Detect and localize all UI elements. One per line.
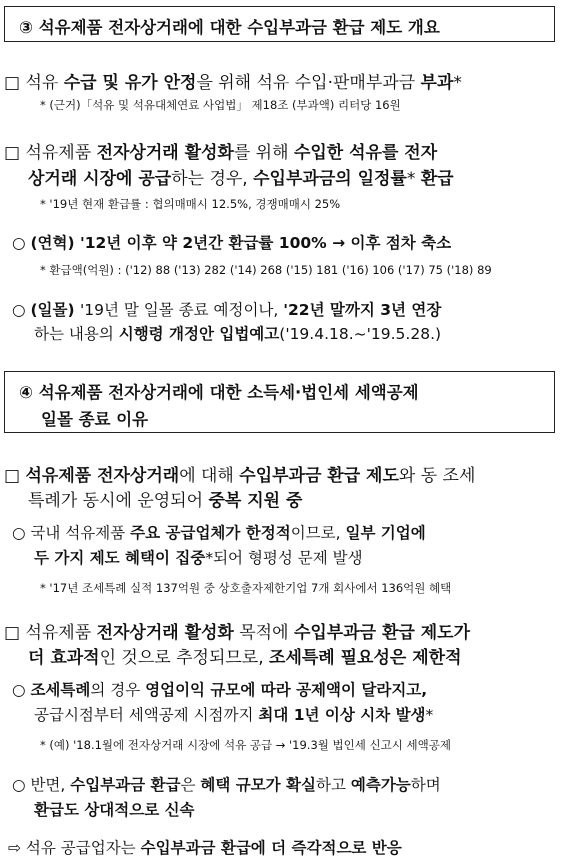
text-segment: 이므로, xyxy=(290,524,346,542)
text-segment: 하는 내용의 xyxy=(34,325,119,343)
sec3-line-5 xyxy=(12,231,451,253)
text-segment: 부과 xyxy=(420,73,454,93)
text-segment: 은 xyxy=(180,776,201,794)
text-segment: ('19.4.18.~'19.5.28.) xyxy=(279,325,442,343)
text-segment: ○ 반면, xyxy=(12,776,71,794)
text-segment: 하며 xyxy=(410,776,441,794)
text-segment: 공급시점부터 세액공제 시점까지 xyxy=(34,706,259,724)
text-segment: 을 위해 석유 수입·판매부과금 xyxy=(196,73,421,93)
sec4-conclusion xyxy=(8,836,402,858)
text-segment: 전자상거래 활성화 xyxy=(96,143,234,163)
text-segment: 특례가 동시에 운영되어 xyxy=(28,491,209,511)
text-segment: 최대 1년 이상 시차 발생 xyxy=(258,706,426,724)
text-segment: 영업이익 규모에 따라 공제액이 달라지고, xyxy=(145,681,428,699)
section-3-title: ③ 석유제품 전자상거래에 대한 수입부과금 환급 제도 개요 xyxy=(19,18,440,37)
sec3-line-2 xyxy=(4,138,437,163)
sec4-note-4: * '17년 조세특례 실적 137억원 중 상호출자제한기업 7개 회사에서 136억원 혜택 xyxy=(40,581,452,595)
text-segment: * xyxy=(453,73,462,93)
sec4-line-11 xyxy=(34,798,195,820)
section-4-title-line1: ④ 석유제품 전자상거래에 대한 소득세·법인세 세액공제 xyxy=(19,383,419,402)
text-segment: 석유제품 전자상거래 xyxy=(25,466,180,486)
text-segment: ○ xyxy=(12,301,31,319)
text-segment: 상거래 시장에 공급 xyxy=(28,169,172,189)
sec4-line-2 xyxy=(12,521,426,543)
text-segment: * xyxy=(425,706,434,724)
section-4-title-line2: 일몰 종료 이유 xyxy=(41,410,149,429)
text-segment: 목적에 xyxy=(233,623,294,643)
text-segment: 일부 기업에 xyxy=(345,524,426,542)
text-segment: *되어 형평성 문제 발생 xyxy=(205,549,363,567)
text-segment: '22년 말까지 3년 연장 xyxy=(283,301,442,319)
text-segment: 두 가지 제도 혜택이 집중 xyxy=(34,549,206,567)
sec4-line-0 xyxy=(4,461,475,486)
text-segment: 환급도 상대적으로 신속 xyxy=(34,801,195,819)
text-segment: ○ xyxy=(12,234,31,252)
text-segment: 조세특례 필요성은 제한적 xyxy=(269,648,462,668)
text-segment: 하는 경우, xyxy=(171,169,254,189)
text-segment: 의 경우 xyxy=(90,681,146,699)
text-segment: ⇨ 석유 공급업자는 xyxy=(8,839,141,857)
text-segment: 수입부과금 환급에 더 즉각적으로 반응 xyxy=(140,839,402,857)
text-segment: 수입한 석유를 전자 xyxy=(293,143,438,163)
text-segment: 조세특례 xyxy=(30,681,91,699)
text-segment: 인 것으로 추정되므로, xyxy=(99,648,270,668)
text-segment: 를 위해 xyxy=(233,143,294,163)
text-segment: (연혁) '12년 이후 약 2년간 환급률 100% → 이후 점차 축소 xyxy=(30,234,452,252)
sec3-line-3 xyxy=(28,164,454,189)
text-segment: 수입부과금 환급 제도 xyxy=(239,466,399,486)
text-segment: ○ 국내 석유제품 xyxy=(12,524,131,542)
text-segment: 혜택 규모가 확실 xyxy=(200,776,316,794)
sec3-note-6: * 환급액(억원) : ('12) 88 ('13) 282 ('14) 268 ('15) 181 ('16) 106 ('17) 75 ('18) 89 xyxy=(40,263,492,277)
text-segment: 수입부과금 환급 제도가 xyxy=(293,623,470,643)
sec4-line-10 xyxy=(12,773,441,795)
sec4-line-5 xyxy=(4,618,470,643)
sec3-line-7 xyxy=(12,298,441,320)
text-segment: ○ xyxy=(12,681,31,699)
text-segment: 시행령 개정안 입법예고 xyxy=(118,325,280,343)
text-segment: 환급 xyxy=(420,169,454,189)
text-segment: 더 효과적 xyxy=(28,648,100,668)
section-4-title-box xyxy=(4,371,555,433)
sec4-note-9: * (예) '18.1월에 전자상거래 시장에 석유 공급 → '19.3월 법인세 신고시 세액공제 xyxy=(40,738,451,752)
text-segment: 주요 공급업체가 한정적 xyxy=(130,524,291,542)
sec3-note-1: * (근거)「석유 및 석유대체연료 사업법」 제18조 (부과액) 리터당 16원 xyxy=(40,98,401,112)
text-segment: 수급 및 유가 안정 xyxy=(63,73,197,93)
sec3-line-0 xyxy=(4,68,462,93)
text-segment: * xyxy=(406,169,421,189)
text-segment: 중복 지원 중 xyxy=(208,491,303,511)
text-segment: 전자상거래 활성화 xyxy=(96,623,234,643)
sec4-line-1 xyxy=(28,486,302,511)
text-segment: (일몰) xyxy=(30,301,80,319)
text-segment: 하고 xyxy=(316,776,351,794)
sec4-line-7 xyxy=(12,678,427,700)
text-segment: 수입부과금의 일정률 xyxy=(253,169,407,189)
sec4-line-6 xyxy=(28,643,462,668)
text-segment: 와 동 조세 xyxy=(398,466,476,486)
text-segment: 수입부과금 환급 xyxy=(70,776,181,794)
text-segment: □ 석유제품 xyxy=(4,623,97,643)
sec3-note-4: * '19년 현재 환급률 : 협의매매시 12.5%, 경쟁매매시 25% xyxy=(40,197,341,211)
sec4-line-8 xyxy=(34,703,433,725)
text-segment: 예측가능 xyxy=(350,776,411,794)
text-segment: 에 대해 xyxy=(179,466,240,486)
sec4-line-3 xyxy=(34,546,363,568)
text-segment: □ 석유제품 xyxy=(4,143,97,163)
text-segment: '19년 말 일몰 종료 예정이나, xyxy=(79,301,284,319)
text-segment: □ xyxy=(4,466,26,486)
sec3-line-8 xyxy=(34,322,441,344)
section-3-title-box xyxy=(4,6,555,42)
text-segment: □ 석유 xyxy=(4,73,64,93)
